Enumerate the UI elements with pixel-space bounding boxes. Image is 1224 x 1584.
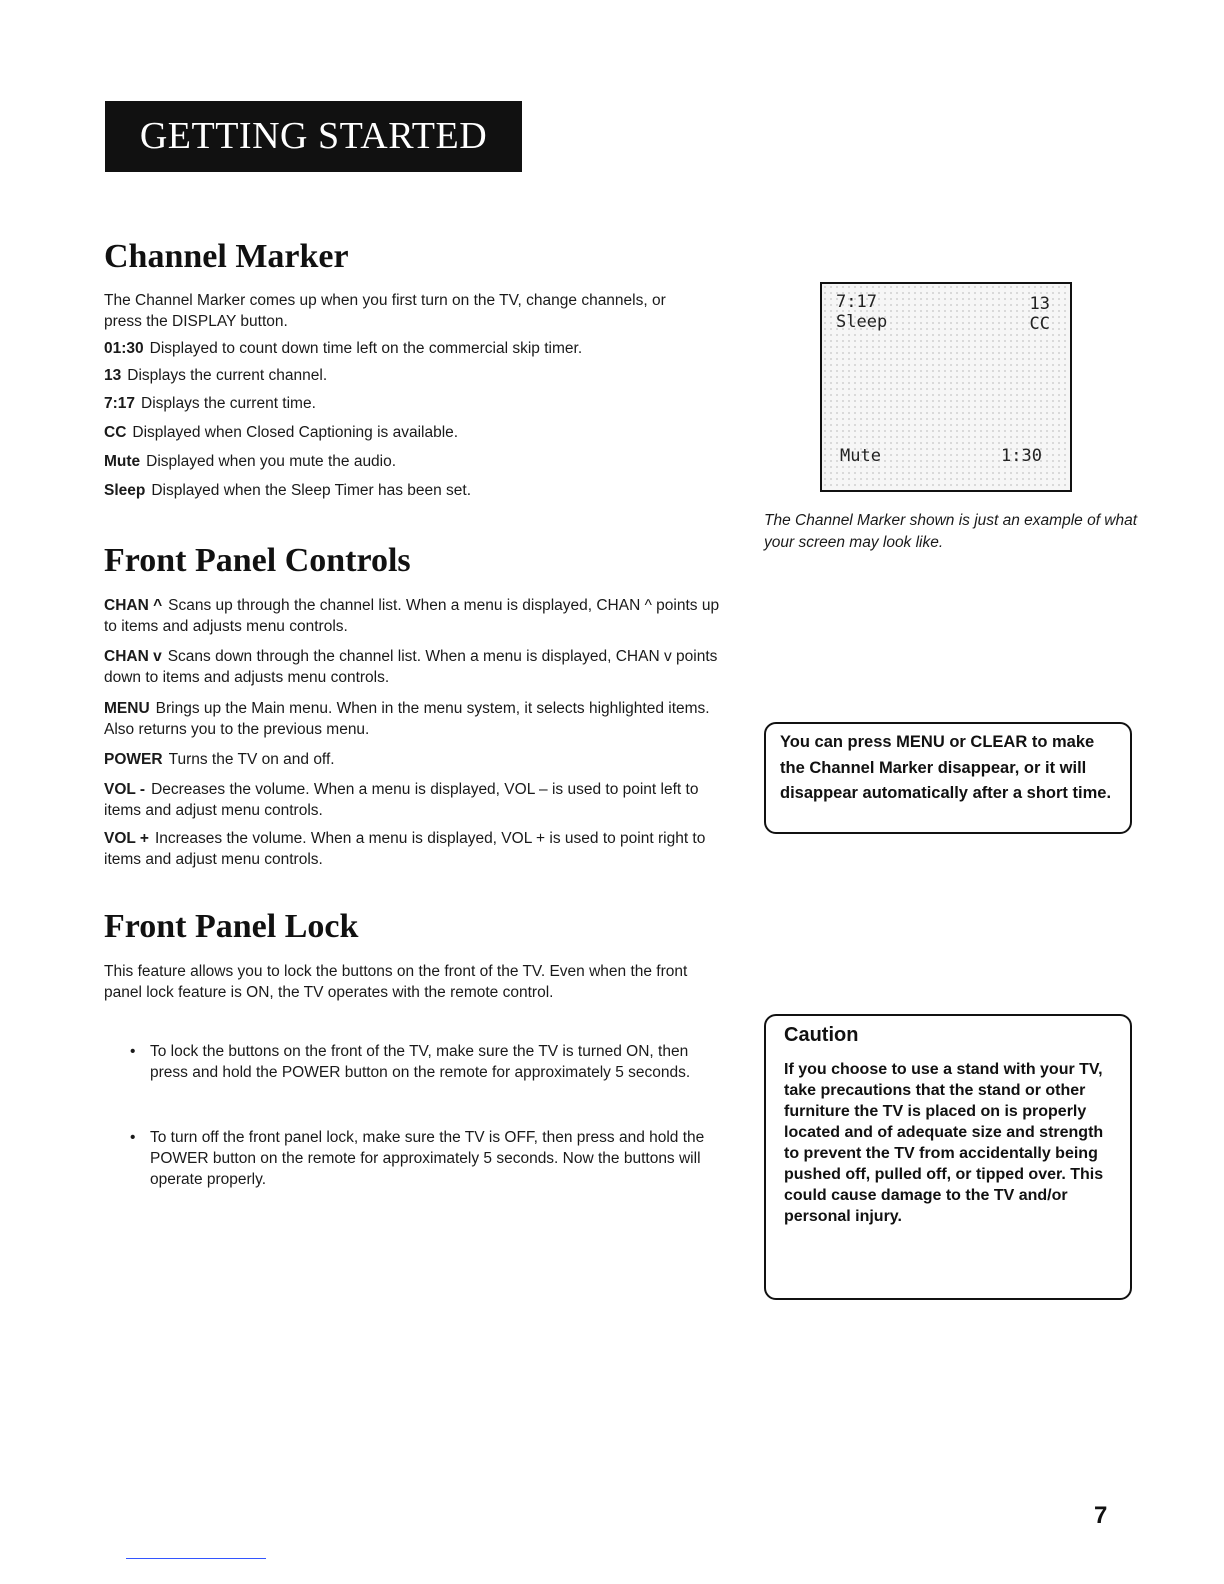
definition-term: Sleep — [104, 482, 146, 499]
definition-desc: Displayed when Closed Captioning is available. — [132, 424, 459, 441]
definition-term: 7:17 — [104, 395, 136, 412]
front-panel-controls-heading: Front Panel Controls — [104, 542, 411, 579]
footer-rule — [126, 1558, 266, 1559]
caution-title: Caution — [784, 1024, 859, 1046]
definition-item — [104, 779, 724, 821]
definition-desc: Displayed when you mute the audio. — [146, 453, 397, 470]
definition-desc: Displays the current channel. — [127, 367, 328, 384]
definition-term: VOL + — [104, 830, 149, 847]
definition-term: CHAN v — [104, 648, 162, 665]
definition-item — [104, 451, 724, 472]
screen-caption: The Channel Marker shown is just an example of what your screen may look like. — [764, 512, 1138, 551]
caution-text: If you choose to use a stand with your TV, take precautions that the stand or other furniture the TV is placed on is properly located and of adequate size and strength to prevent the TV from accidentally being pushed off, pulled off, or tipped over. This could cause damage to the TV and/or personal injury. — [784, 1061, 1104, 1225]
section-header: GETTING STARTED — [105, 101, 522, 172]
definition-item — [104, 480, 724, 501]
bullet-icon: • — [130, 1129, 136, 1146]
screen-cc: CC — [1029, 314, 1050, 334]
screen-mute: Mute — [840, 446, 881, 466]
definition-item — [104, 828, 724, 870]
list-item — [130, 1127, 720, 1190]
definition-desc: Turns the TV on and off. — [168, 751, 335, 768]
channel-marker-heading: Channel Marker — [104, 238, 349, 275]
definition-term: 13 — [104, 367, 122, 384]
screen-sleep: Sleep — [836, 312, 888, 332]
definition-desc: Scans up through the channel list. When a menu is displayed, CHAN ^ points up to items and adjusts menu controls. — [104, 597, 720, 635]
tip-box: You can press MENU or CLEAR to make the Channel Marker disappear, or it will disappear automatically after a short time. — [764, 722, 1132, 834]
channel-marker-intro: The Channel Marker comes up when you first turn on the TV, change channels, or press the DISPLAY button. — [104, 292, 666, 330]
definition-item — [104, 393, 724, 414]
front-panel-lock-intro: This feature allows you to lock the buttons on the front of the TV. Even when the front panel lock feature is ON, the TV operates with the remote control. — [104, 963, 688, 1001]
screen-timer: 1:30 — [1001, 446, 1042, 466]
definition-term: CC — [104, 424, 127, 441]
definition-desc: Scans down through the channel list. When a menu is displayed, CHAN v points down to items and adjusts menu controls. — [104, 648, 718, 686]
bullet-icon: • — [130, 1043, 136, 1060]
definition-term: MENU — [104, 700, 150, 717]
channel-marker-screen-example — [820, 282, 1072, 492]
definition-item — [104, 749, 724, 770]
screen-channel: 13 — [1029, 294, 1050, 314]
caution-box — [764, 1014, 1132, 1300]
definition-term: CHAN ^ — [104, 597, 163, 614]
definition-desc: Displays the current time. — [141, 395, 316, 412]
front-panel-lock-heading: Front Panel Lock — [104, 908, 359, 945]
definition-desc: Brings up the Main menu. When in the menu system, it selects highlighted items. Also returns you to the previous menu. — [104, 700, 710, 738]
definition-term: 01:30 — [104, 340, 144, 357]
definition-term: Mute — [104, 453, 141, 470]
definition-desc: Displayed when the Sleep Timer has been set. — [151, 482, 472, 499]
definition-item — [104, 338, 724, 359]
list-item — [130, 1041, 720, 1083]
list-item-text: To lock the buttons on the front of the TV, make sure the TV is turned ON, then press and hold the POWER button on the remote for approximately 5 seconds. — [150, 1043, 691, 1081]
definition-item — [104, 422, 724, 443]
definition-item — [104, 595, 724, 637]
definition-item — [104, 646, 724, 688]
screen-time: 7:17 — [836, 292, 877, 312]
definition-term: POWER — [104, 751, 163, 768]
list-item-text: To turn off the front panel lock, make sure the TV is OFF, then press and hold the POWER button on the remote for approximately 5 seconds. Now the buttons will operate properly. — [150, 1129, 705, 1188]
definition-term: VOL - — [104, 781, 146, 798]
definition-item — [104, 698, 724, 740]
definition-desc: Decreases the volume. When a menu is displayed, VOL – is used to point left to items and adjust menu controls. — [104, 781, 699, 819]
page-number: 7 — [1094, 1502, 1108, 1529]
definition-item — [104, 365, 724, 386]
definition-desc: Displayed to count down time left on the commercial skip timer. — [149, 340, 583, 357]
definition-desc: Increases the volume. When a menu is displayed, VOL + is used to point right to items and adjust menu controls. — [104, 830, 706, 868]
